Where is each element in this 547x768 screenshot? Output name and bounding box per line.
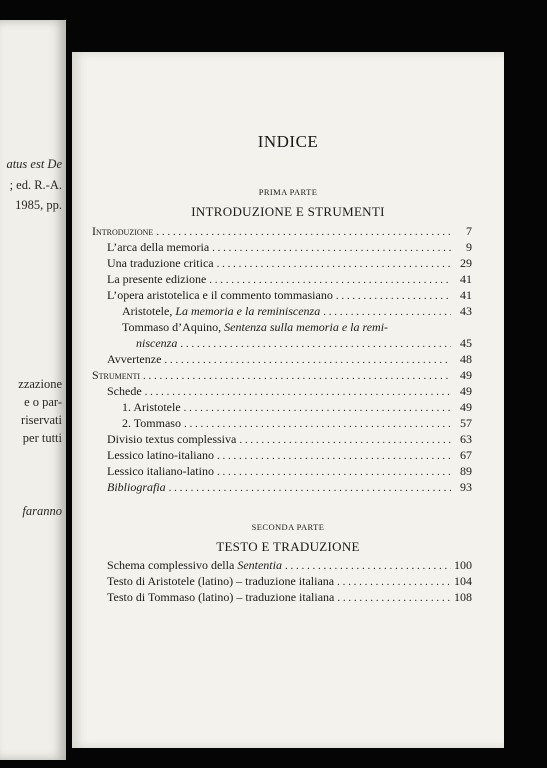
facing-text-line: faranno <box>22 504 62 518</box>
toc-entry-schede[interactable] <box>107 384 472 400</box>
toc-label: Schede <box>107 384 142 398</box>
toc-label: Divisio textus complessiva <box>107 432 237 446</box>
toc-entry-aristotele[interactable] <box>122 400 472 416</box>
part-one-label: PRIMA PARTE <box>258 187 318 197</box>
toc-label: Strumenti <box>92 368 141 382</box>
toc-label: Lessico italiano-latino <box>107 464 214 478</box>
toc-entry-arca[interactable] <box>107 240 472 256</box>
toc-page-number: 89 <box>460 464 472 478</box>
toc-label: Schema complessivo della <box>107 558 238 572</box>
toc-label-continuation: niscenza <box>136 336 178 350</box>
toc-label: 2. Tommaso <box>122 416 181 430</box>
toc-label: Una traduzione critica <box>107 256 214 270</box>
toc-page-number: 63 <box>460 432 472 446</box>
toc-label: Avvertenze <box>107 352 162 366</box>
toc-label: Tommaso d’Aquino, <box>122 320 225 334</box>
toc-entry-strumenti[interactable] <box>92 368 472 384</box>
toc-page-number: 41 <box>460 272 472 286</box>
toc-page-number: 49 <box>460 368 472 382</box>
toc-label: L’arca della memoria <box>107 240 210 254</box>
part-one-title: INTRODUZIONE E STRUMENTI <box>191 204 385 219</box>
facing-page <box>0 20 66 760</box>
toc-label: Aristotele, <box>122 304 176 318</box>
toc-page-number: 49 <box>460 384 472 398</box>
toc-entry-schema-complessivo[interactable] <box>107 558 472 574</box>
toc-page-number: 100 <box>454 558 472 572</box>
toc-page-number: 104 <box>454 574 472 588</box>
toc-entry-lessico-latino-italiano[interactable] <box>107 448 472 464</box>
toc-page-number: 43 <box>460 304 472 318</box>
toc-label-italic: Sentenza sulla memoria e la remi- <box>224 320 389 334</box>
toc-label: Lessico latino-italiano <box>107 448 214 462</box>
toc-label: Introduzione <box>92 224 154 238</box>
toc-entry-aristotele-memoria[interactable] <box>122 304 472 320</box>
facing-text-line: e o par- <box>24 395 62 409</box>
part-two-title: TESTO E TRADUZIONE <box>216 539 360 554</box>
toc-entry-testo-aristotele[interactable] <box>107 574 472 590</box>
toc-page-number: 93 <box>460 480 472 494</box>
toc-entry-lessico-italiano-latino[interactable] <box>107 464 472 480</box>
toc-label: Testo di Aristotele (latino) – traduzione italiana <box>107 574 335 588</box>
toc-label: L’opera aristotelica e il commento tommasiano <box>107 288 333 302</box>
toc-entry-bibliografia[interactable] <box>107 480 472 496</box>
facing-text-line: 1985, pp. <box>15 198 62 212</box>
toc-label-italic: Bibliografia <box>107 480 166 494</box>
toc-label-italic: Sententia <box>237 558 282 572</box>
toc-entry-presente-edizione[interactable] <box>107 272 472 288</box>
toc-label-italic: La memoria e la reminiscenza <box>175 304 321 318</box>
toc-page-number: 48 <box>460 352 472 366</box>
facing-text-line: ; ed. R.-A. <box>9 178 62 192</box>
facing-text-line: atus est De <box>6 157 62 171</box>
toc-entry-introduzione[interactable] <box>92 224 472 240</box>
facing-text-line: zzazione <box>18 377 62 391</box>
toc-page-number: 7 <box>466 224 472 238</box>
index-page <box>72 52 504 748</box>
toc-label: La presente edizione <box>107 272 207 286</box>
toc-page-number: 108 <box>454 590 472 604</box>
toc-entry-avvertenze[interactable] <box>107 352 472 368</box>
page-title: INDICE <box>257 132 319 151</box>
toc-entry-tommaso-sentenza[interactable] <box>122 320 472 335</box>
toc-entry-tommaso-sentenza-cont[interactable] <box>136 336 472 352</box>
toc-page-number: 67 <box>460 448 472 462</box>
toc-page-number: 49 <box>460 400 472 414</box>
toc-entry-testo-tommaso[interactable] <box>107 590 472 606</box>
toc-page-number: 41 <box>460 288 472 302</box>
toc-entry-traduzione-critica[interactable] <box>107 256 472 272</box>
facing-text-line: riservati <box>21 413 62 427</box>
toc-label: Testo di Tommaso (latino) – traduzione italiana <box>107 590 335 604</box>
toc-page-number: 45 <box>460 336 472 350</box>
part-two-label: SECONDA PARTE <box>251 522 325 532</box>
toc-page-number: 29 <box>460 256 472 270</box>
toc-page-number: 9 <box>466 240 472 254</box>
toc-label: 1. Aristotele <box>122 400 181 414</box>
toc-entry-opera-aristotelica[interactable] <box>107 288 472 304</box>
toc-entry-divisio-textus[interactable] <box>107 432 472 448</box>
toc-page-number: 57 <box>460 416 472 430</box>
toc-entry-tommaso[interactable] <box>122 416 472 432</box>
facing-text-line: per tutti <box>22 431 62 445</box>
